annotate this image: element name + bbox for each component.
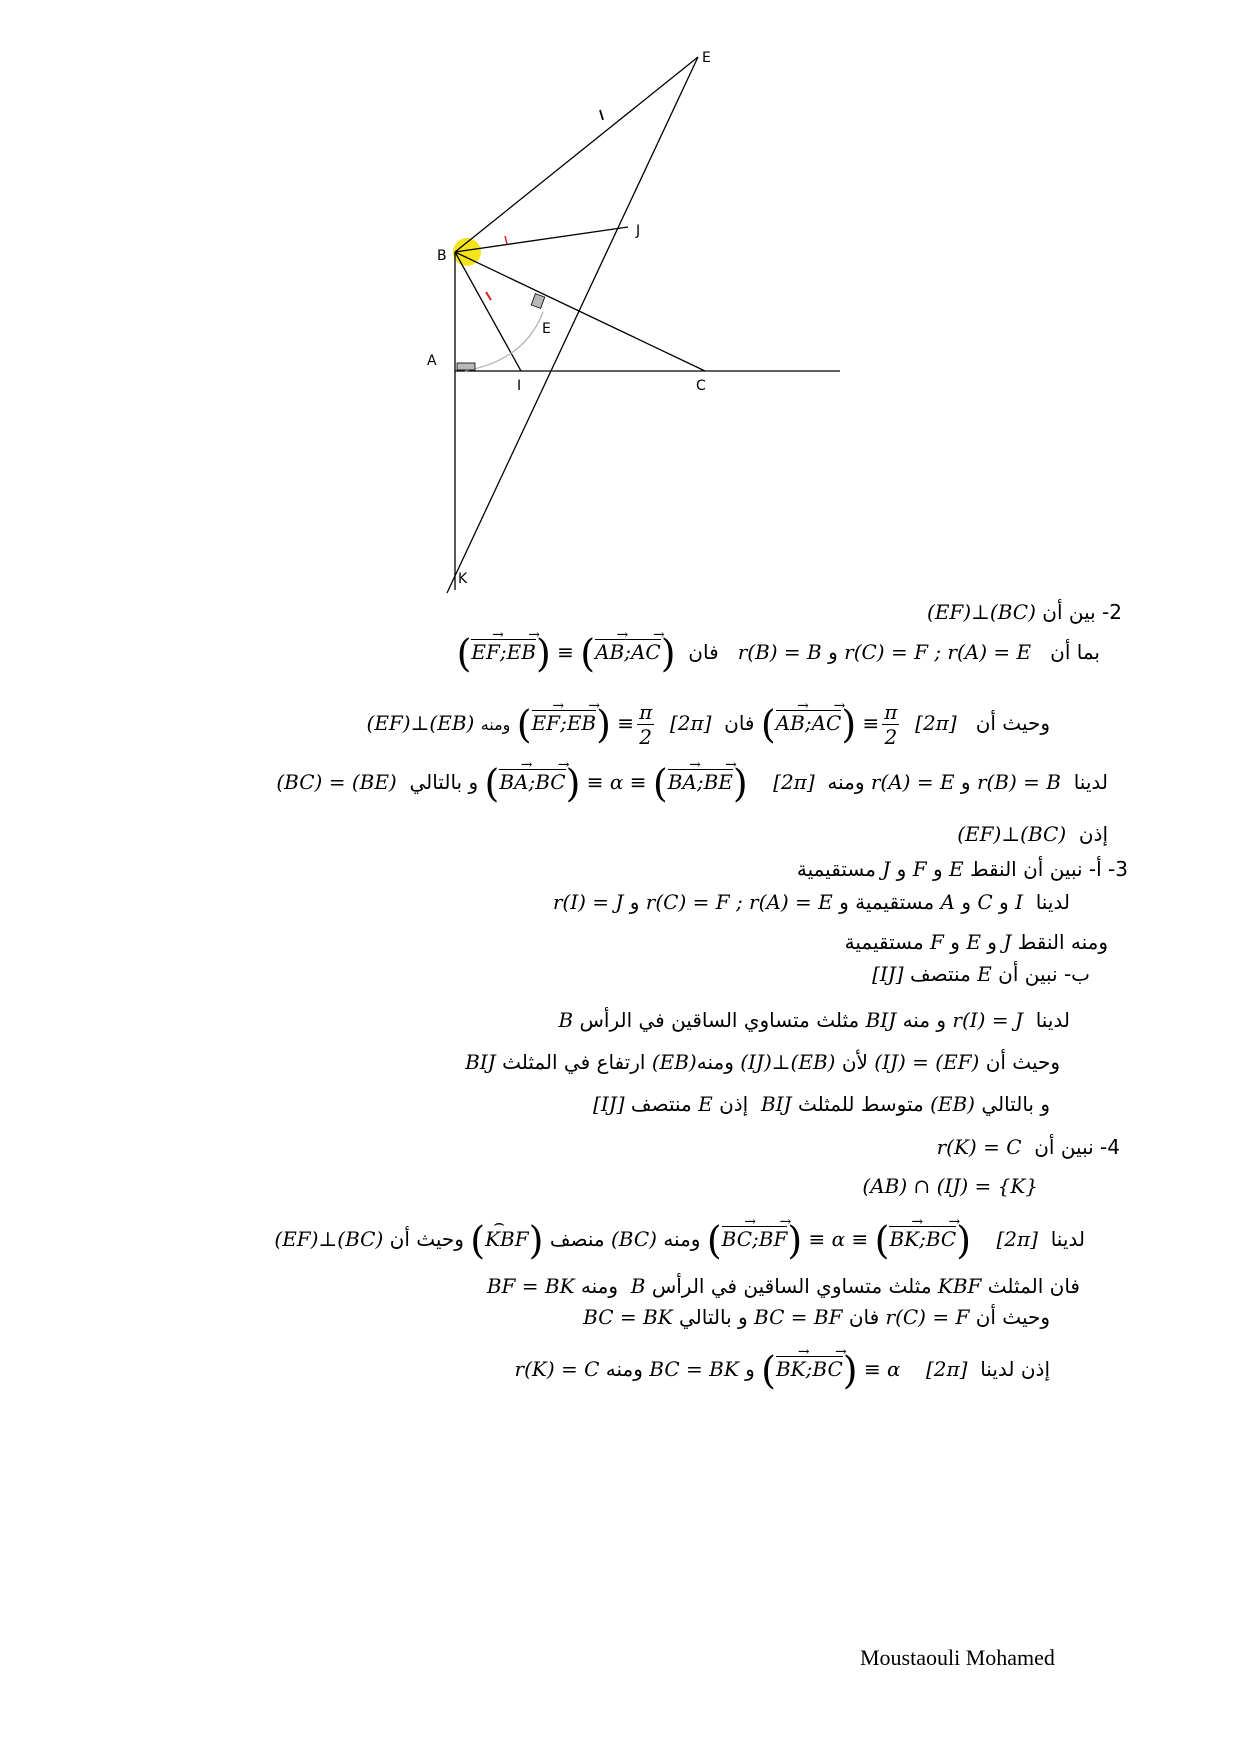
q3-line1: لدينا I و C و A مستقيمية و r(C) = F ; r(A) = E و r(I) = J — [552, 890, 1070, 914]
line-bc — [455, 252, 705, 371]
q2-line1: بما أن r(C) = F ; r(A) = E و r(B) = B فان (EF →;EB →) ≡ (AB →;AC →) — [457, 638, 1100, 668]
tick-bj — [505, 236, 507, 244]
q4-line5: إذن لدينا [2π] (BK →;BC →) ≡ α و BC = BK ومنه r(K) = C — [515, 1355, 1050, 1385]
q3-title: 3- أ- نبين أن النقط E و F و J مستقيمية — [796, 857, 1128, 881]
q2-line3: لدينا r(B) = B و r(A) = E ومنه [2π] (BA →;BC →) ≡ α ≡ (BA →;BE →) و بالتالي (BC) = (BE) — [276, 768, 1108, 798]
author-footer: Moustaouli Mohamed — [860, 1645, 1055, 1670]
label-e-top: E — [702, 50, 711, 66]
label-c: C — [696, 378, 706, 394]
q3-b-line2: وحيث أن (IJ) = (EF) لأن (IJ)⊥(EB) ومنه(EB) ارتفاع في المثلث BIJ — [465, 1050, 1060, 1074]
label-a: A — [427, 353, 437, 369]
line-be-top — [455, 57, 698, 252]
label-k: K — [458, 571, 468, 587]
q2-line4: إذن (EF)⊥(BC) — [957, 822, 1108, 846]
label-i: I — [517, 378, 522, 394]
q2-line2: وحيث أن [2π] (AB →;AC →) ≡ $\frac{\pi}{2}$ فان [2π] (EF →;EB →) ≡ $\frac{\pi}{2}$ ومنه (EF)⊥(EB) — [367, 700, 1050, 749]
q4-line3: فان المثلث KBF مثلث متساوي الساقين في الرأس B ومنه BF = BK — [486, 1274, 1080, 1298]
q4-line1: (AB) ∩ (IJ) = {K} — [862, 1174, 1038, 1198]
geometry-figure — [385, 30, 845, 600]
right-angle-a — [457, 363, 475, 370]
tick-bi — [486, 292, 491, 300]
q4-line4: وحيث أن r(C) = F فان BC = BF و بالتالي BC = BK — [583, 1305, 1050, 1329]
q3-b-line3: و بالتالي (EB) متوسط للمثلث BIJ إذن E منتصف [IJ] — [593, 1092, 1050, 1116]
q3-b-line1: لدينا r(I) = J و منه BIJ مثلث متساوي الساقين في الرأس B — [558, 1008, 1070, 1032]
q4-line2: لدينا [2π] (BC →;BF →) ≡ α ≡ (BK →;BC →) ومنه (BC) منصف (KBF ⌢) وحيث أن (EF)⊥(BC) — [274, 1225, 1085, 1255]
label-e-mid: E — [542, 321, 551, 337]
tick-ej — [600, 110, 603, 120]
line-e-k — [447, 57, 698, 593]
q4-title: 4- نبين أن r(K) = C — [936, 1135, 1120, 1159]
label-b: B — [437, 248, 447, 264]
label-j: J — [636, 223, 641, 239]
q3-b-title: ب- نبين أن E منتصف [IJ] — [872, 962, 1090, 986]
q2-title: 2- بين أن (EF)⊥(BC) — [927, 600, 1122, 624]
q3-line2: ومنه النقط J و E و F مستقيمية — [844, 930, 1108, 954]
right-angle-e — [531, 294, 545, 309]
